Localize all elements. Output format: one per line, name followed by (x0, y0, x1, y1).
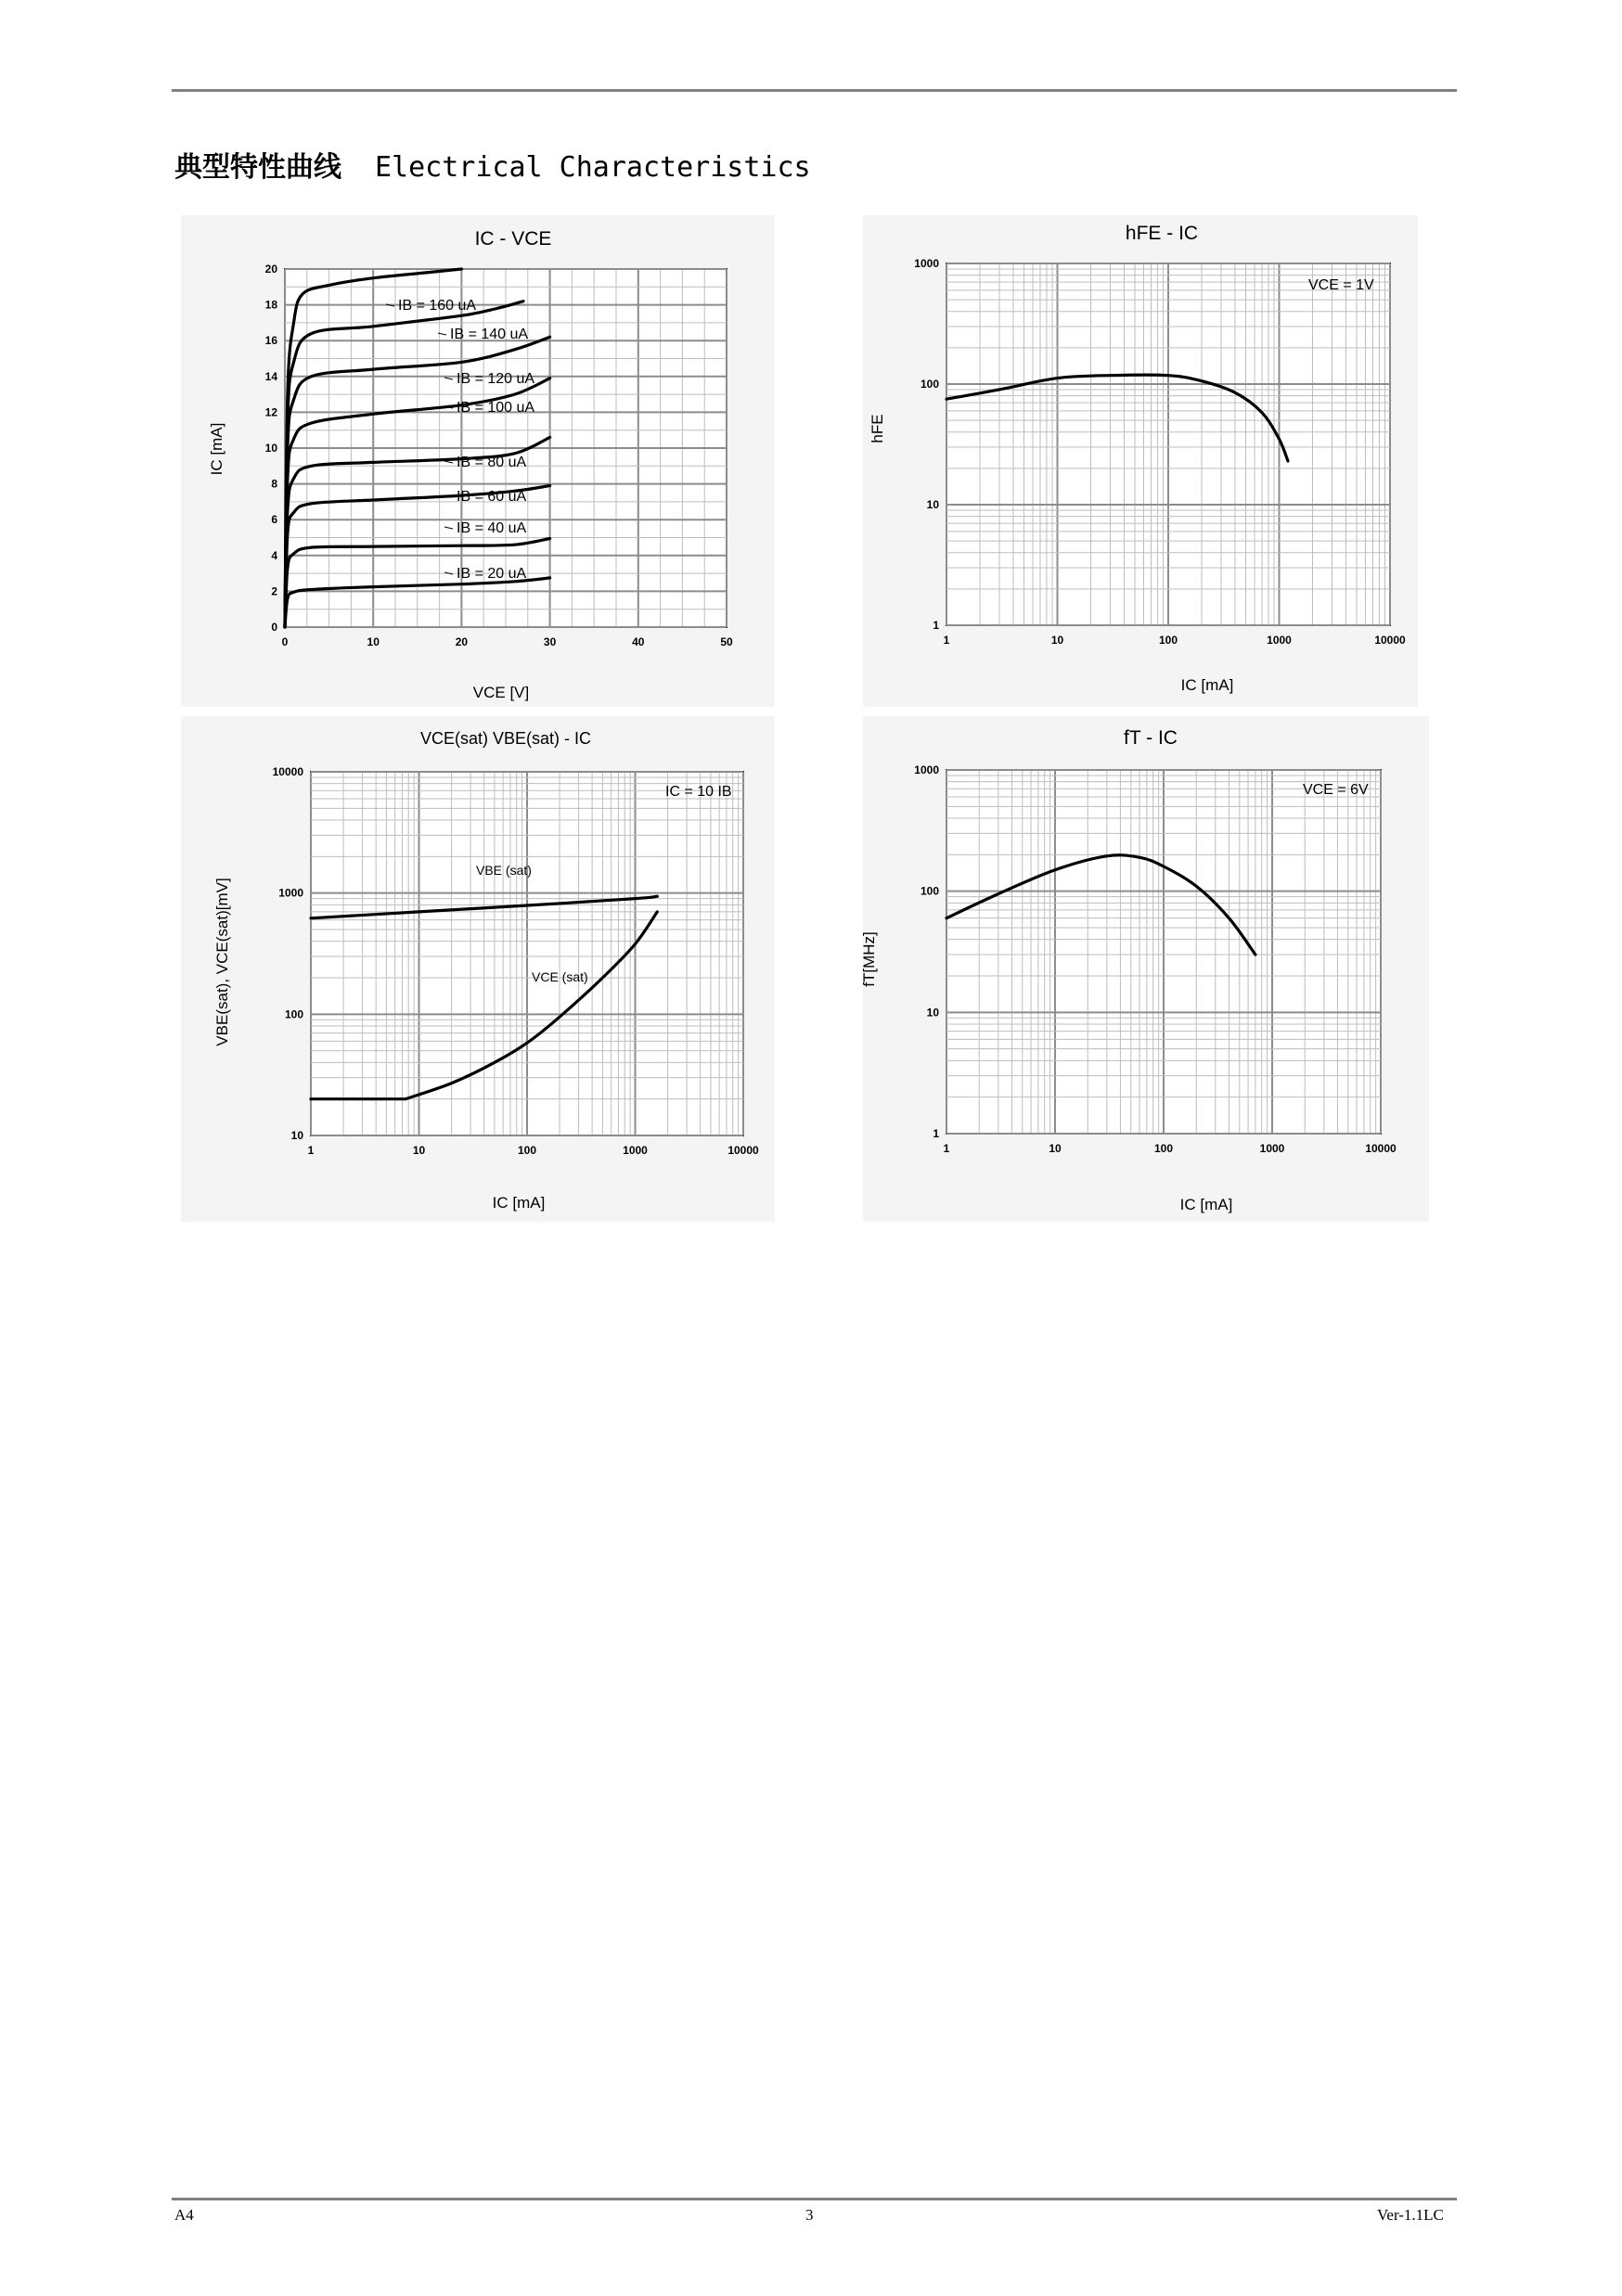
heading-cn: 典型特性曲线 (174, 151, 341, 184)
y-tick-label: 100 (284, 1007, 303, 1021)
chart-ft-ic (860, 716, 1429, 1222)
x-tick-label: 40 (632, 635, 645, 648)
y-tick-label: 1000 (914, 257, 939, 270)
series-label: IB = 40 uA (457, 520, 527, 536)
y-tick-label: 1000 (278, 886, 303, 900)
y-tick-label: 4 (271, 548, 277, 562)
y-axis-label: hFE (869, 414, 886, 443)
series-label: IB = 60 uA (457, 489, 527, 505)
y-tick-label: 100 (920, 884, 939, 898)
y-tick-label: 16 (264, 334, 277, 348)
x-tick-label: 10000 (727, 1144, 759, 1157)
x-tick-label: 100 (517, 1144, 537, 1157)
x-tick-label: 20 (455, 635, 469, 648)
y-tick-label: 10 (926, 1006, 939, 1020)
footer-page-number: 3 (805, 2206, 814, 2224)
annotation: VCE = 1V (1308, 277, 1374, 293)
annotation: VCE = 6V (1303, 782, 1369, 798)
chart-ft-ic-svg (860, 716, 1429, 1222)
x-tick-label: 1 (943, 1142, 950, 1155)
chart-hfe-ic (863, 215, 1418, 707)
chart-ic-vce (181, 215, 775, 707)
x-tick-label: 1000 (623, 1144, 648, 1157)
x-tick-label: 1 (943, 634, 950, 647)
x-tick-label: 10000 (1365, 1142, 1397, 1155)
chart-title: fT - IC (1124, 727, 1178, 749)
x-tick-label: 1000 (1267, 634, 1292, 647)
series-label: VCE (sat) (532, 969, 588, 984)
x-tick-label: 10 (1049, 1142, 1062, 1155)
x-tick-label: 30 (543, 635, 557, 648)
y-axis-label: fT[MHz] (860, 931, 878, 987)
bottom-rule (172, 2198, 1457, 2200)
chart-sat-ic-svg (181, 716, 775, 1222)
y-tick-label: 1 (933, 1127, 939, 1140)
chart-title: VCE(sat) VBE(sat) - IC (419, 729, 592, 748)
y-tick-label: 20 (264, 263, 277, 276)
x-tick-label: 100 (1153, 1142, 1174, 1155)
y-tick-label: 0 (271, 621, 277, 634)
series-label: IB = 140 uA (450, 327, 529, 342)
x-tick-label: 1000 (1259, 1142, 1285, 1155)
y-tick-label: 6 (271, 513, 277, 527)
x-tick-label: 50 (720, 635, 733, 648)
x-tick-label: 0 (281, 635, 289, 648)
y-tick-label: 8 (271, 477, 277, 491)
footer-left: A4 (174, 2206, 194, 2224)
chart-title: hFE - IC (1125, 223, 1199, 244)
series-label: VBE (sat) (476, 863, 532, 878)
x-axis-label: IC [mA] (1179, 1196, 1233, 1213)
top-rule (172, 89, 1457, 92)
chart-ic-vce-svg (181, 215, 775, 707)
y-axis-label: IC [mA] (208, 422, 225, 476)
series-label: IB = 160 uA (398, 298, 477, 314)
series-label: IB = 100 uA (457, 400, 535, 416)
y-axis-label: VBE(sat), VCE(sat)[mV] (213, 878, 231, 1046)
x-tick-label: 10 (412, 1144, 426, 1157)
y-tick-label: 14 (264, 369, 277, 383)
annotation: IC = 10 IB (665, 784, 732, 800)
y-tick-label: 10 (290, 1129, 303, 1142)
footer-version: Ver-1.1LC (1377, 2206, 1444, 2224)
x-tick-label: 10 (1050, 634, 1064, 647)
series-label: IB = 20 uA (457, 566, 527, 582)
x-axis-label: IC [mA] (1180, 676, 1234, 694)
section-heading (174, 144, 811, 185)
chart-hfe-ic-svg (863, 215, 1418, 707)
x-tick-label: 100 (1158, 634, 1178, 647)
y-tick-label: 10000 (272, 765, 303, 778)
chart-title: IC - VCE (474, 228, 552, 250)
y-tick-label: 18 (264, 298, 277, 312)
y-tick-label: 1000 (914, 763, 939, 776)
x-tick-label: 10000 (1374, 634, 1406, 647)
y-tick-label: 1 (933, 619, 939, 632)
series-label: IB = 120 uA (457, 371, 535, 387)
chart-sat-ic (181, 716, 775, 1222)
series-label: IB = 80 uA (457, 455, 527, 470)
heading-en: Electrical Characteristics (375, 151, 811, 184)
y-tick-label: 10 (264, 442, 277, 455)
y-tick-label: 12 (264, 405, 277, 419)
x-axis-label: VCE [V] (472, 684, 530, 701)
x-tick-label: 10 (367, 635, 380, 648)
y-tick-label: 100 (920, 378, 939, 391)
x-axis-label: IC [mA] (492, 1194, 546, 1212)
y-tick-label: 2 (271, 584, 277, 598)
x-tick-label: 1 (307, 1144, 315, 1157)
y-tick-label: 10 (926, 498, 939, 511)
